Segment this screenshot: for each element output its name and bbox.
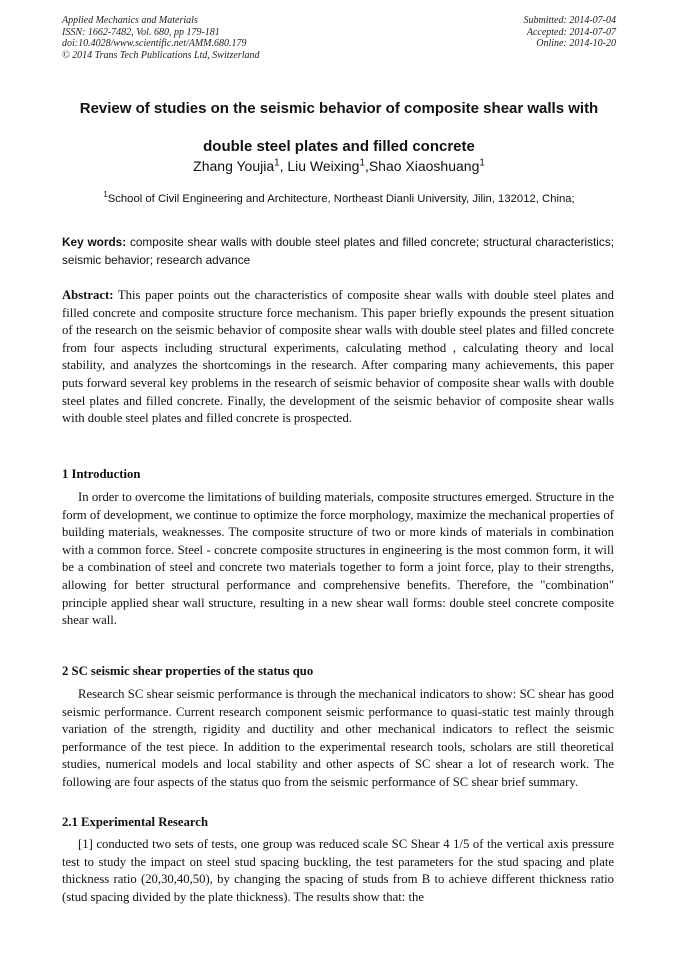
section-heading-sc-properties: 2 SC seismic shear properties of the status quo — [62, 664, 314, 678]
keywords-text: composite shear walls with double steel plates and filled concrete; structural characteristics; seismic behavior; research advance — [62, 235, 614, 267]
author-affil-mark: 1 — [479, 157, 485, 169]
affiliation — [40, 190, 638, 205]
author-name: Zhang Youjia — [193, 158, 275, 174]
affiliation-text: School of Civil Engineering and Architecture, Northeast Dianli University, Jilin, 132012, China; — [107, 193, 575, 205]
section-heading-experimental: 2.1 Experimental Research — [62, 815, 208, 829]
journal-doi: doi:10.4028/www.scientific.net/AMM.680.179 — [62, 38, 247, 49]
keywords-label: Key words: — [62, 235, 127, 249]
journal-copyright: © 2014 Trans Tech Publications Ltd, Switzerland — [62, 49, 260, 61]
experimental-paragraph: [1] conducted two sets of tests, one group was reduced scale SC Shear 4 1/5 of the vertical axis pressure test to study the impact on steel stud spacing buckling, the test parameters for the stud spacing and plate thickness ratio (20,30,40,50), by changing the spacing of studs from B to achieve different thickness ratio (stud spacing divided by the plate thickness). The results show that: the — [62, 837, 614, 904]
abstract-label: Abstract: — [62, 288, 114, 302]
journal-name: Applied Mechanics and Materials — [62, 15, 198, 26]
author-list: Zhang Youjia$^1$, Liu Weixing$^1$,Shao Xiaoshuang$^1$ — [193, 157, 485, 174]
journal-header-right — [524, 15, 617, 50]
title-line-1: Review of studies on the seismic behavior of composite shear walls with — [79, 100, 599, 117]
abstract — [62, 287, 614, 428]
author-affil-mark: 1 — [359, 157, 365, 169]
abstract-text: This paper points out the characteristics of composite shear walls with double steel plates and filled concrete and composite structure force mechanism. This paper briefly expounds the present situation of the research on the seismic behavior of composite shear walls with double steel plates and filled concrete from four aspects including structural experiments, calculating method , calculating theory and local stability, and analyzes the shortcomings in the research. After comparing many achievements, this paper puts forward several key problems in the research of seismic behavior of composite shear walls with double steel plates and filled concrete. Finally, the development of the seismic behavior of composite shear walls with double steel plates and filled concrete is prospected. — [62, 288, 614, 426]
online-date: Online: 2014-10-20 — [536, 38, 616, 49]
submitted-date: Submitted: 2014-07-04 — [523, 15, 616, 26]
keywords — [62, 233, 614, 269]
paper-title — [40, 90, 638, 169]
author-affil-mark: 1 — [274, 157, 280, 169]
author-name: Shao Xiaoshuang — [368, 158, 480, 174]
section-heading-introduction: 1 Introduction — [62, 467, 141, 481]
author-name: Liu Weixing — [287, 158, 360, 174]
sc-properties-paragraph: Research SC shear seismic performance is through the mechanical indicators to show: SC shear has good seismic performance. Current research component seismic performance to quasi-static test mainly through variation of the strength, rigidity and ductility and other mechanical indicators to reflect the seismic performance of the test piece. In addition to the experimental research tools, scholars are still theoretical studies, numerical models and local stability and other aspects of SC shear a lot of research work. The following are four aspects of the status quo from the seismic performance of SC shear brief summary. — [62, 687, 614, 789]
journal-issn: ISSN: 1662-7482, Vol. 680, pp 179-181 — [62, 26, 220, 38]
title-line-2: double steel plates and filled concrete — [203, 138, 475, 155]
affiliation-mark: 1 — [103, 190, 108, 200]
introduction-paragraph: In order to overcome the limitations of building materials, composite structures emerged. Structure in the form of development, we continue to optimize the force morphology, maximize the mechanical properties of building materials, weaknesses. The composite structure of two or more kinds of materials in combination with a common force. Steel - concrete composite structures in engineering is the most common form, it will be a combination of steel and concrete two materials together to form a joint force, play to their strengths, allowing for better structural performance and comprehensive benefits. Therefore, the "combination" principle applied shear wall structure, resulting in a new shear wall forms: double steel concrete composite shear wall. — [62, 490, 614, 628]
accepted-date: Accepted: 2014-07-07 — [526, 26, 616, 38]
journal-header-left — [62, 15, 260, 61]
